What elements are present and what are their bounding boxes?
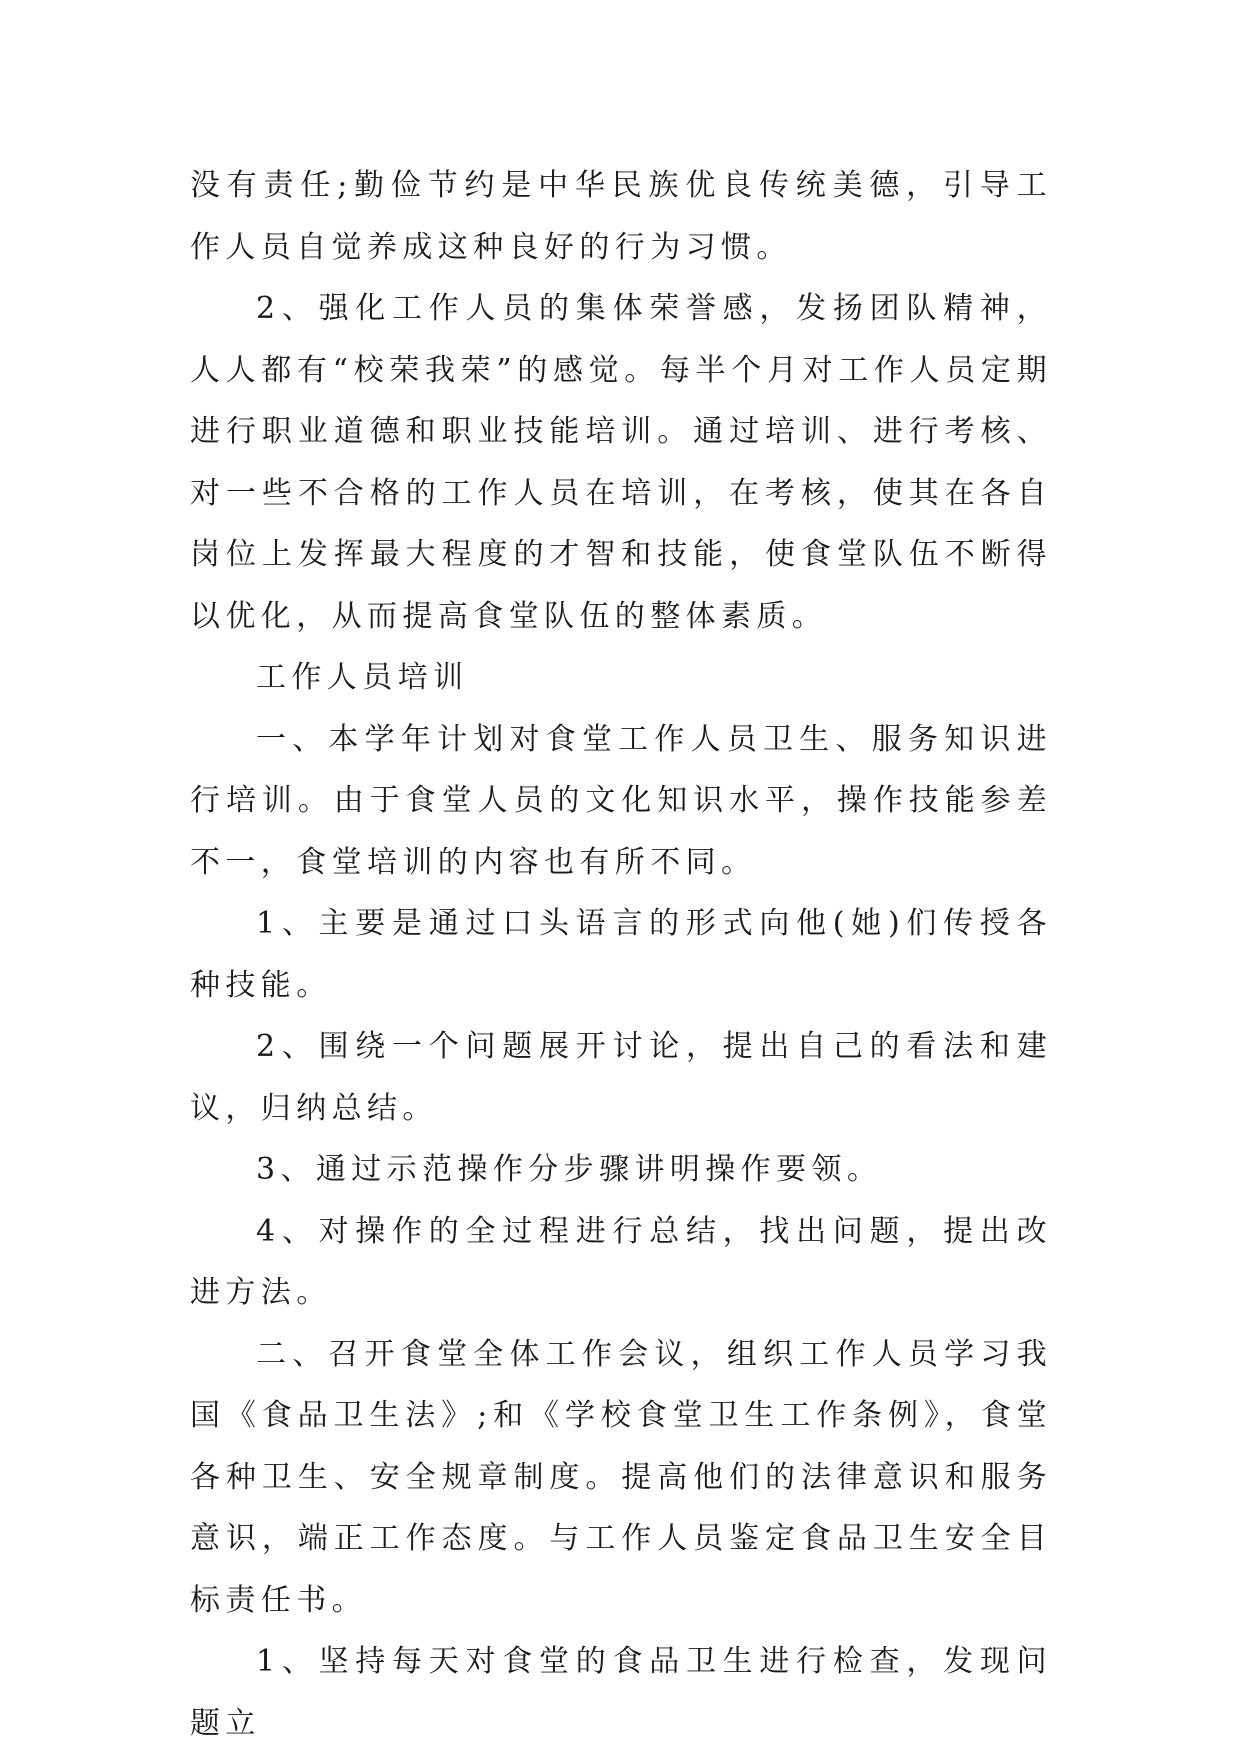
paragraph-8: 4、对操作的全过程进行总结，找出问题，提出改进方法。 bbox=[190, 1213, 1052, 1310]
section-heading: 工作人员培训 bbox=[256, 660, 469, 695]
paragraph-9: 二、召开食堂全体工作会议，组织工作人员学习我国《食品卫生法》;和《学校食堂卫生工作条例》，食堂各种卫生、安全规章制度。提高他们的法律意识和服务意识，端正工作态度。与工作人员鉴定食品卫生安全目标责任书。 bbox=[190, 1336, 1052, 1618]
paragraph-1: 没有责任;勤俭节约是中华民族优良传统美德，引导工作人员自觉养成这种良好的行为习惯。 bbox=[190, 168, 1052, 265]
paragraph-4: 一、本学年计划对食堂工作人员卫生、服务知识进行培训。由于食堂人员的文化知识水平，操作技能参差不一，食堂培训的内容也有所不同。 bbox=[190, 721, 1052, 880]
paragraph-2: 2、强化工作人员的集体荣誉感，发扬团队精神，人人都有“校荣我荣”的感觉。每半个月对工作人员定期进行职业道德和职业技能培训。通过培训、进行考核、对一些不合格的工作人员在培训，在考核，使其在各自岗位上发挥最大程度的才智和技能，使食堂队伍不断得以优化，从而提高食堂队伍的整体素质。 bbox=[190, 291, 1052, 634]
paragraph-7: 3、通过示范操作分步骤讲明操作要领。 bbox=[256, 1152, 883, 1187]
paragraph-10: 1、坚持每天对食堂的食品卫生进行检查，发现问题立 bbox=[190, 1644, 1052, 1741]
paragraph-6: 2、围绕一个问题展开讨论，提出自己的看法和建议，归纳总结。 bbox=[190, 1029, 1052, 1126]
paragraph-5: 1、主要是通过口头语言的形式向他(她)们传授各种技能。 bbox=[190, 906, 1052, 1003]
document-body bbox=[190, 155, 1052, 1754]
